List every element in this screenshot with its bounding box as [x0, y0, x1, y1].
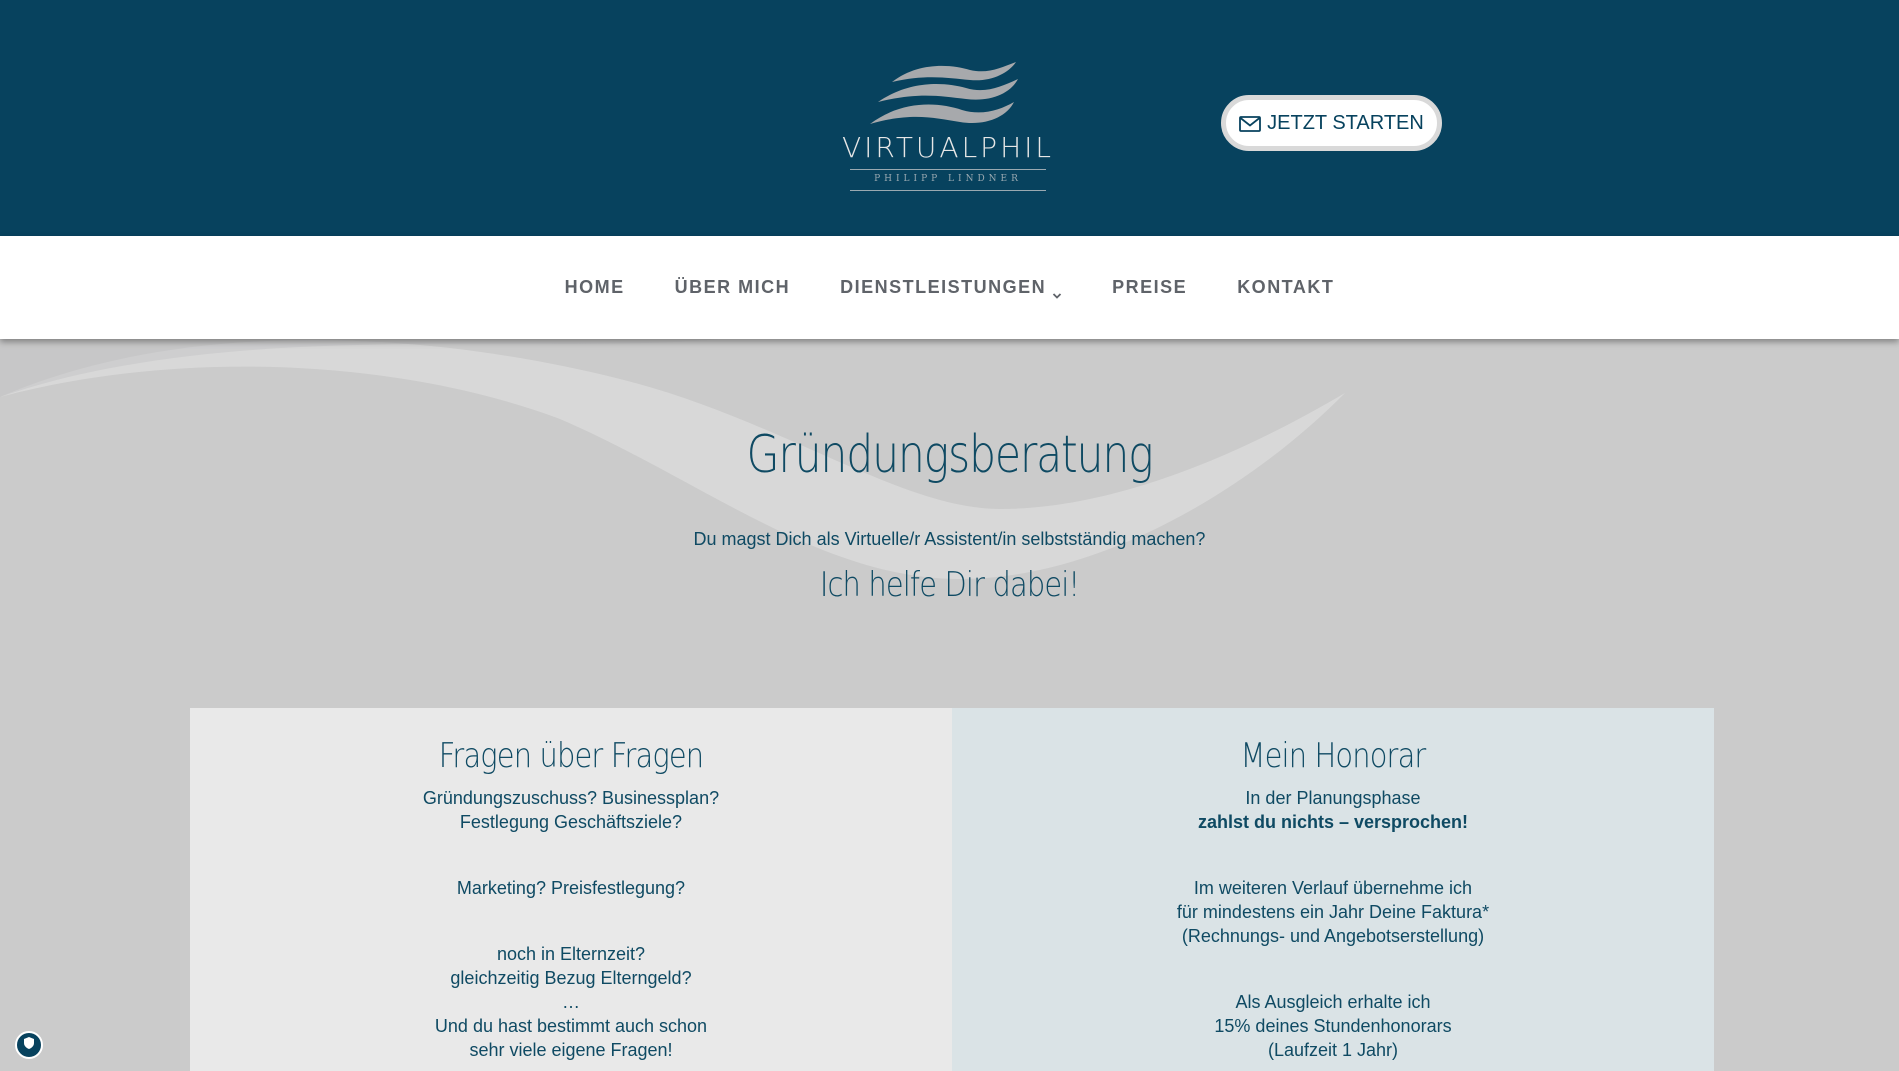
- text-line: (Laufzeit 1 Jahr): [1267, 1040, 1399, 1060]
- text-line: für mindestens ein Jahr Deine Faktura*: [1176, 902, 1490, 922]
- text-line: gleichzeitig Bezug Elterngeld?: [450, 968, 692, 988]
- page-title: Gründungsberatung: [746, 425, 1153, 485]
- nav-item-label: DIENSTLEISTUNGEN: [840, 277, 1047, 297]
- fee-panel: [952, 708, 1714, 1071]
- text-line: 15% deines Stundenhonorars: [1214, 1016, 1452, 1036]
- nav-item-label: KONTAKT: [1237, 277, 1335, 297]
- nav-item-label: ÜBER MICH: [674, 277, 791, 297]
- logo-divider: [850, 190, 1046, 191]
- highlight-text: zahlst du nichts – versprochen!: [1197, 812, 1469, 832]
- nav-item-about[interactable]: [675, 277, 791, 298]
- text-line: In der Planungsphase: [1245, 788, 1421, 808]
- chevron-down-icon: [1052, 284, 1062, 292]
- hero-tagline: Ich helfe Dir dabei!: [819, 565, 1080, 605]
- header-bar: [0, 0, 1899, 236]
- nav-item-contact[interactable]: [1237, 277, 1334, 298]
- nav-item-home[interactable]: [565, 277, 625, 298]
- text-line: Im weiteren Verlauf übernehme ich: [1193, 878, 1473, 898]
- fee-heading: Mein Honorar: [1240, 736, 1426, 776]
- envelope-icon: [1239, 115, 1261, 131]
- start-now-button[interactable]: [1221, 95, 1442, 151]
- questions-heading: Fragen über Fragen: [438, 736, 704, 776]
- text-line: (Rechnungs- und Angebotserstellung): [1181, 926, 1485, 946]
- text-line: noch in Elternzeit?: [496, 944, 646, 964]
- shield-icon: [23, 1036, 35, 1055]
- privacy-settings-button[interactable]: [15, 1031, 43, 1059]
- logo-wordmark: VIRTUALPHIL: [842, 131, 1054, 164]
- text-line: …: [562, 992, 580, 1012]
- nav-item-label: HOME: [564, 277, 625, 297]
- text-line: sehr viele eigene Fragen!: [469, 1040, 673, 1060]
- text-line: Gründungszuschuss? Businessplan?: [422, 788, 720, 808]
- wave-logo-icon: [840, 52, 1056, 132]
- text-line: Und du hast bestimmt auch schon: [434, 1016, 708, 1036]
- logo-divider: [850, 169, 1046, 170]
- nav-item-services[interactable]: [840, 277, 1062, 298]
- site-logo[interactable]: [840, 52, 1056, 198]
- hero-subtitle: Du magst Dich als Virtuelle/r Assistent/in selbstständig machen?: [693, 529, 1206, 549]
- nav-item-prices[interactable]: [1112, 277, 1187, 298]
- main-navigation: [0, 236, 1899, 339]
- start-now-label: JETZT STARTEN: [1267, 111, 1424, 134]
- logo-subtitle: PHILIPP LINDNER: [874, 174, 1022, 184]
- nav-item-label: PREISE: [1112, 277, 1188, 297]
- text-line: Festlegung Geschäftsziele?: [459, 812, 683, 832]
- questions-panel: [190, 708, 952, 1071]
- text-line: Als Ausgleich erhalte ich: [1235, 992, 1431, 1012]
- text-line: Marketing? Preisfestlegung?: [456, 878, 686, 898]
